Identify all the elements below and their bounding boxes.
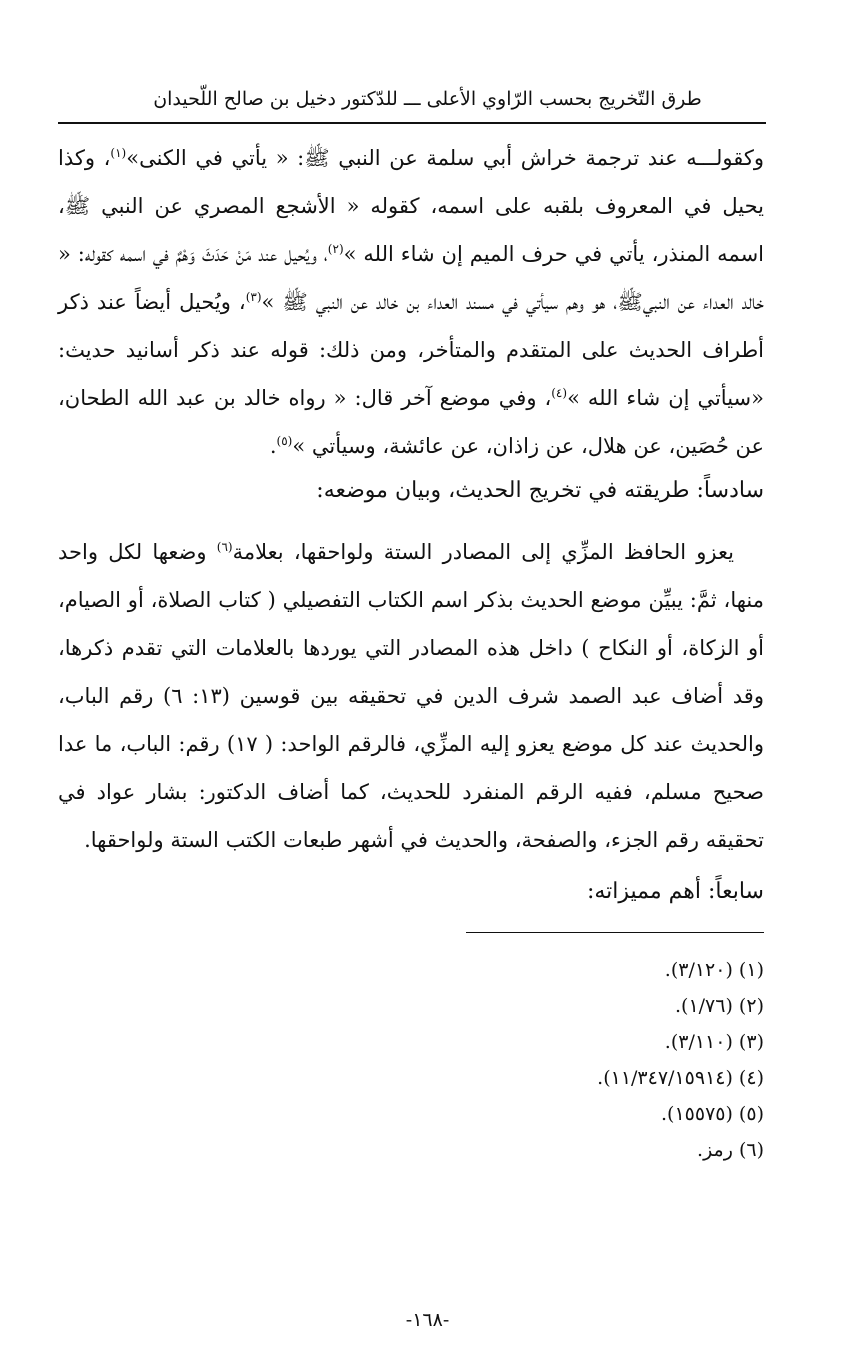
footnote-ref-6[interactable]: (٦) (216, 540, 233, 554)
paragraph-text-segment: يعزو الحافظ المزِّي إلى المصادر الستة ولواحقها، بعلامة (232, 540, 734, 564)
paragraph-body (58, 528, 764, 864)
paragraph-text-segment: وضعها لكل واحد منها، ثمَّ: يبيِّن موضع الحديث بذكر اسم الكتاب التفصيلي ( كتاب الصلاة، أو الصيام، أو الزكاة، أو النكاح ) داخل هذه المصادر التي يوردها بالعلامات التي تقدم ذكرها، وقد أضاف عبد الصمد شرف الدين في تحقيقه بين قوسين (١٣: ٦) رقم الباب، والحديث عند كل موضع يعزو إليه المزِّي، فالرقم الواحد: ( ١٧) رقم: الباب، ما عدا صحيح مسلم، ففيه الرقم المنفرد للحديث، كما أضاف الدكتور: بشار عواد في تحقيقه رقم الجزء، والصفحة، والحديث في أشهر طبعات الكتب الستة ولواحقها. (58, 540, 764, 852)
footnote-item: (٦) رمز. (697, 1139, 764, 1161)
footnote-ref-5[interactable]: (٥) (276, 434, 293, 448)
header-divider (58, 122, 766, 124)
paragraph-takhrij-method (58, 528, 764, 864)
section-heading-seventh: سابعاً: أهم مميزاته: (586, 879, 764, 904)
footnote-item: (٢) (١/٧٦). (675, 995, 764, 1017)
paragraph-text-segment: ، ويُحيل أيضاً عند ذكر أطراف الحديث على المتقدم والمتأخر، ومن ذلك: قوله عند ذكر أسانيد حديث: «سيأتي إن شاء الله » (58, 290, 764, 410)
paragraph-text-segment: ، ويُحيل عند مَنْ حَدَثَ وَهْمٌ في اسمه كقوله: « خالد العداء عن النبيﷺ، هو وهم سيأتي في مسند العداء بن خالد عن النبي ﷺ » (58, 242, 764, 314)
paragraph-text-segment: ، وفي موضع آخر قال: « رواه خالد بن عبد الله الطحان، عن حُصَين، عن هلال، عن زاذان، عن عائشة، وسيأتي » (58, 386, 764, 458)
footnote-ref-4[interactable]: (٤) (551, 386, 568, 400)
footnotes-list (58, 952, 764, 1168)
footnote-item: (٤) (١١/٣٤٧/١٥٩١٤). (597, 1067, 764, 1089)
footnote-ref-2[interactable]: (٢) (327, 242, 344, 256)
section-heading-sixth: سادساً: طريقته في تخريج الحديث، وبيان موضعه: (316, 478, 764, 503)
footnote-item: (١) (٣/١٢٠). (664, 959, 764, 981)
page-number: -١٦٨- (405, 1309, 450, 1331)
footnote-divider (466, 932, 764, 933)
footnote-ref-1[interactable]: (١) (110, 146, 127, 160)
paragraph-text-segment: ، وكذا يحيل في المعروف بلقبه على اسمه، كقوله « الأشجع المصري عن النبي ﷺ، اسمه المنذر، يأتي في حرف الميم إن شاء الله » (58, 146, 765, 266)
footnote-ref-3[interactable]: (٣) (245, 290, 262, 304)
footnote-item: (٣) (٣/١١٠). (664, 1031, 764, 1053)
paragraph-cross-references (58, 134, 764, 470)
footnote-item: (٥) (١٥٥٧٥). (661, 1103, 764, 1125)
paragraph-text-segment: . (269, 434, 277, 458)
paragraph-text-segment: وكقولـــه عند ترجمة خراش أبي سلمة عن النبي ﷺ: « يأتي في الكنى» (126, 146, 764, 170)
running-header: طرق التّخريج بحسب الرّاوي الأعلى ـــ للدّكتور دخيل بن صالح اللّحيدان (153, 88, 702, 110)
